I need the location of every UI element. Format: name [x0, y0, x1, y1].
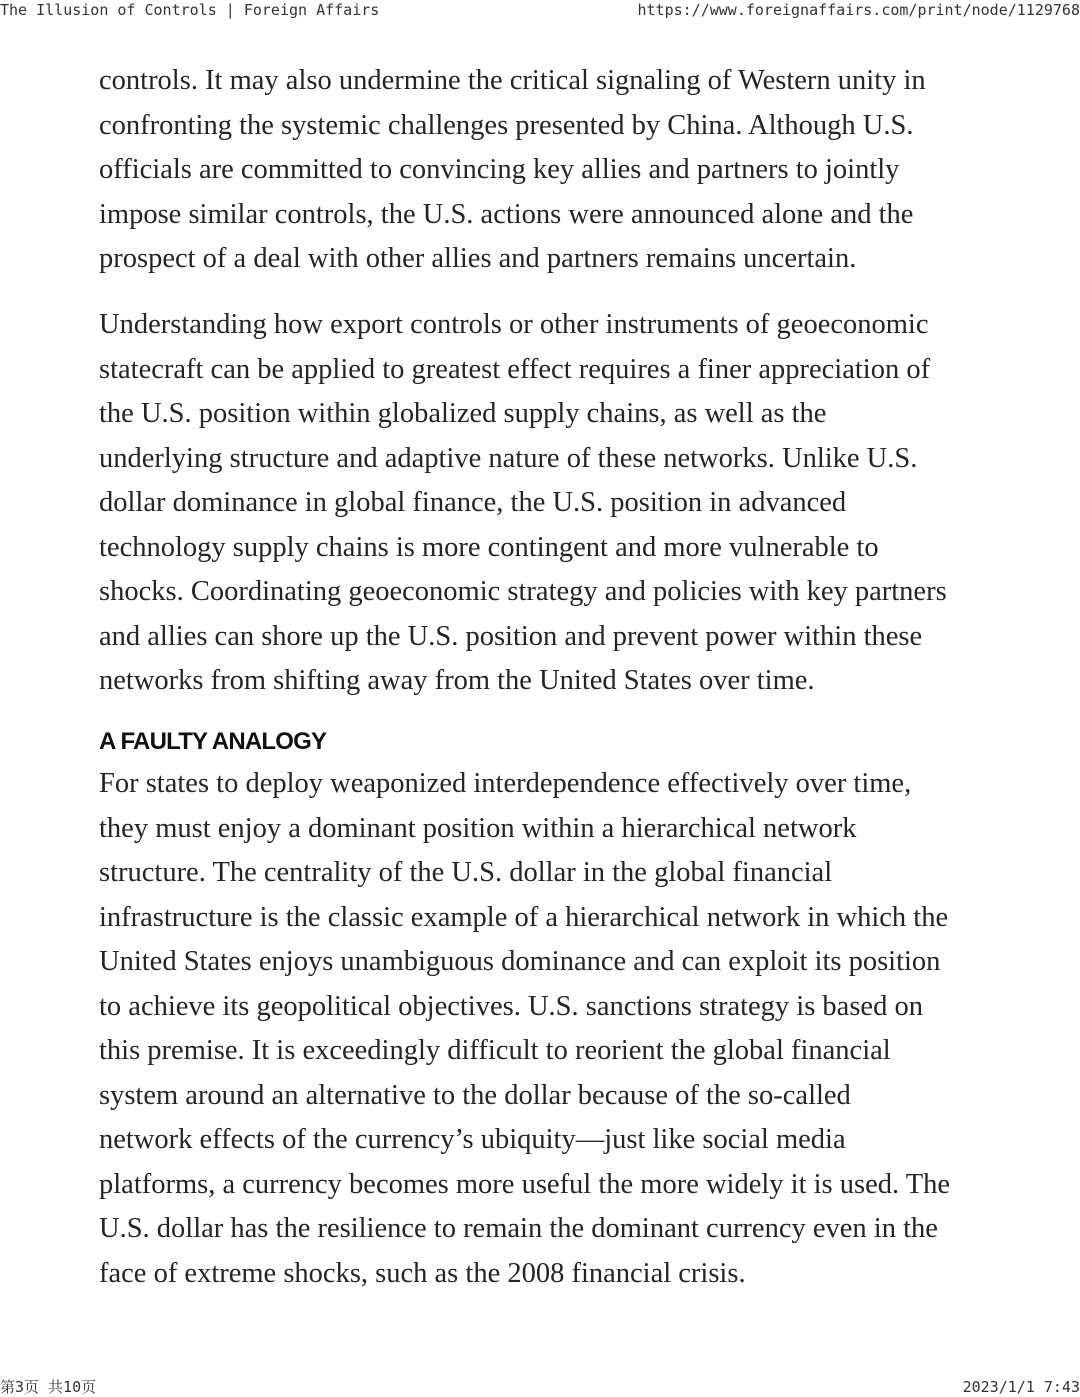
- text-line: controls. It may also undermine the critical signaling of Western unity in: [99, 65, 926, 96]
- text-line: officials are committed to convincing key allies and partners to jointly: [99, 154, 900, 185]
- text-line: shocks. Coordinating geoeconomic strategy and policies with key partners: [99, 576, 947, 607]
- text-line: platforms, a currency becomes more useful the more widely it is used. The: [99, 1168, 951, 1200]
- print-header-title: The Illusion of Controls | Foreign Affairs: [0, 1, 380, 19]
- text-line: U.S. dollar has the resilience to remain the dominant currency even in the: [99, 1213, 938, 1244]
- text-line: confronting the systemic challenges presented by China. Although U.S.: [99, 109, 914, 141]
- text-line: face of extreme shocks, such as the 2008 financial crisis.: [99, 1257, 746, 1289]
- text-line: the U.S. position within globalized supply chains, as well as the: [99, 398, 827, 429]
- section-heading: A FAULTY ANALOGY: [99, 728, 327, 755]
- text-line: impose similar controls, the U.S. actions were announced alone and the: [99, 198, 914, 230]
- text-line: technology supply chains is more contingent and more vulnerable to: [99, 531, 879, 563]
- text-line: underlying structure and adaptive nature of these networks. Unlike U.S.: [99, 442, 918, 474]
- text-line: dollar dominance in global finance, the U.S. position in advanced: [99, 487, 847, 518]
- text-line: they must enjoy a dominant position within a hierarchical network: [99, 812, 857, 844]
- text-line: and allies can shore up the U.S. position and prevent power within these: [99, 620, 923, 652]
- page-number: 第3页 共10页: [0, 1378, 97, 1396]
- text-line: For states to deploy weaponized interdependence effectively over time,: [99, 768, 912, 799]
- print-datetime: 2023/1/1 7:43: [962, 1378, 1080, 1396]
- text-line: prospect of a deal with other allies and partners remains uncertain.: [99, 243, 857, 274]
- text-line: network effects of the currency’s ubiquity—just like social media: [99, 1124, 846, 1155]
- text-line: structure. The centrality of the U.S. dollar in the global financial: [99, 857, 833, 888]
- text-line: infrastructure is the classic example of a hierarchical network in which the: [99, 901, 949, 933]
- text-line: Understanding how export controls or other instruments of geoeconomic: [99, 309, 929, 340]
- text-line: system around an alternative to the dollar because of the so-called: [99, 1079, 851, 1111]
- text-line: this premise. It is exceedingly difficult to reorient the global financial: [99, 1035, 891, 1066]
- text-line: networks from shifting away from the United States over time.: [99, 665, 815, 696]
- paragraph-3: [99, 762, 950, 1296]
- print-header-url: https://www.foreignaffairs.com/print/node/1129768: [637, 1, 1080, 19]
- paragraph-2: [99, 303, 947, 704]
- text-line: to achieve its geopolitical objectives. U.S. sanctions strategy is based on: [99, 990, 923, 1022]
- paragraph-1: [99, 59, 926, 282]
- text-line: United States enjoys unambiguous dominance and can exploit its position: [99, 946, 941, 977]
- text-line: statecraft can be applied to greatest effect requires a finer appreciation of: [99, 353, 931, 385]
